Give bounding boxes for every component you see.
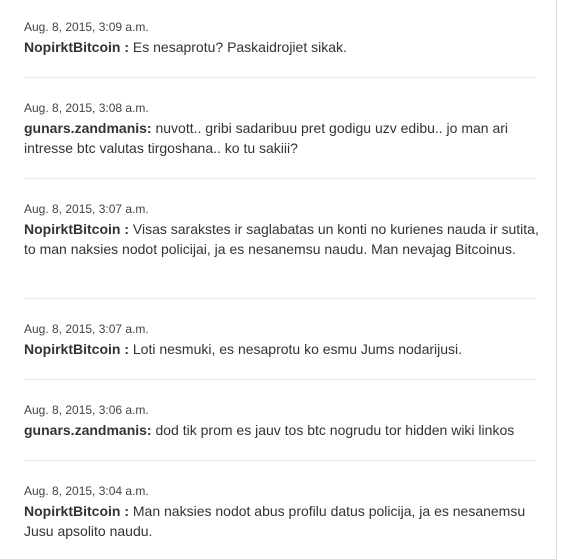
message-timestamp: Aug. 8, 2015, 3:09 a.m. [24,20,149,34]
message-body [24,37,544,57]
message-author: NopirktBitcoin : [24,341,129,357]
message-timestamp: Aug. 8, 2015, 3:04 a.m. [24,484,149,498]
message-author: NopirktBitcoin : [24,503,129,519]
message-item [24,201,544,259]
message-text: Visas sarakstes ir saglabatas un konti no kurienes nauda ir sutita, to man naksies nodot policijai, ja es nesanemsu naudu. Man nevajag Bitcoinus. [24,221,539,257]
message-divider [24,178,536,179]
message-body [24,501,544,541]
message-author: gunars.zandmanis: [24,422,152,438]
message-text: Es nesaprotu? Paskaidrojiet sikak. [132,39,347,55]
message-item [24,100,544,158]
message-author: gunars.zandmanis: [24,120,152,136]
message-timestamp: Aug. 8, 2015, 3:06 a.m. [24,403,149,417]
message-author: NopirktBitcoin : [24,221,129,237]
message-text: dod tik prom es jauv tos btc nogrudu tor hidden wiki linkos [155,422,515,438]
message-item [24,402,544,440]
message-timestamp: Aug. 8, 2015, 3:07 a.m. [24,202,149,216]
message-body [24,339,544,359]
message-divider [24,460,536,461]
message-timestamp: Aug. 8, 2015, 3:07 a.m. [24,322,149,336]
message-body [24,118,544,158]
message-divider [24,379,536,380]
message-divider [24,298,536,299]
message-item [24,321,544,359]
message-item [24,483,544,541]
message-timestamp: Aug. 8, 2015, 3:08 a.m. [24,101,149,115]
message-text: Loti nesmuki, es nesaprotu ko esmu Jums nodarijusi. [132,341,463,357]
message-body [24,420,544,440]
message-text: nuvott.. gribi sadaribuu pret godigu uzv edibu.. jo man ari intresse btc valutas tirgoshana.. ko tu sakiii? [24,120,509,156]
message-item [24,19,544,57]
message-divider [24,77,536,78]
message-text: Man naksies nodot abus profilu datus policija, ja es nesanemsu Jusu apsolito naudu. [24,503,526,539]
message-body [24,219,544,259]
message-author: NopirktBitcoin : [24,39,129,55]
